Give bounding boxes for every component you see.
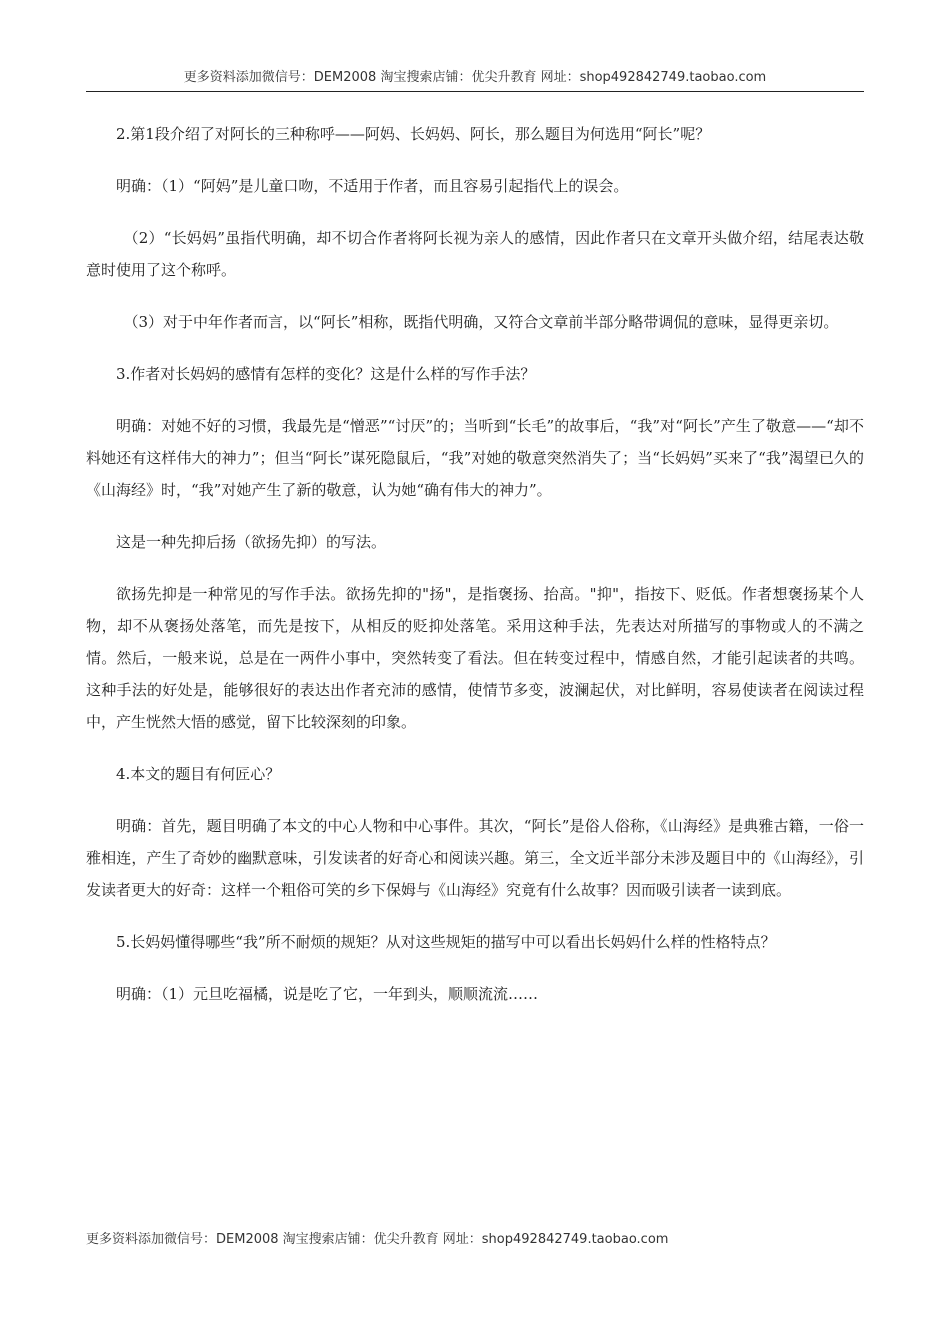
page-header: 更多资料添加微信号：DEM2008 淘宝搜索店铺：优尖升教育 网址：shop492842749.taobao.com	[86, 66, 864, 92]
question-4: 4.本文的题目有何匠心？	[116, 765, 281, 783]
document-body	[86, 118, 864, 1030]
answer-2-part-3: （3）对于中年作者而言，以“阿长”相称，既指代明确，又符合文章前半部分略带调侃的意味，显得更亲切。	[123, 313, 839, 331]
page-footer: 更多资料添加微信号：DEM2008 淘宝搜索店铺：优尖升教育 网址：shop492842749.taobao.com	[86, 1232, 669, 1247]
answer-2-part-1: 明确：（1）“阿妈”是儿童口吻，不适用于作者，而且容易引起指代上的误会。	[116, 177, 629, 195]
question-2: 2.第1段介绍了对阿长的三种称呼——阿妈、长妈妈、阿长，那么题目为何选用“阿长”呢？	[116, 125, 711, 143]
answer-4: 明确：首先，题目明确了本文的中心人物和中心事件。其次，“阿长”是俗人俗称，《山海经》是典雅古籍，一俗一雅相连，产生了奇妙的幽默意味，引发读者的好奇心和阅读兴趣。第三，全文近半部分未涉及题目中的《山海经》，引发读者更大的好奇：这样一个粗俗可笑的乡下保姆与《山海经》究竟有什么故事？因而吸引读者一读到底。	[86, 817, 864, 899]
answer-3-technique: 这是一种先抑后扬（欲扬先抑）的写法。	[116, 533, 387, 551]
question-5: 5.长妈妈懂得哪些“我”所不耐烦的规矩？从对这些规矩的描写中可以看出长妈妈什么样的性格特点？	[116, 933, 776, 951]
question-3: 3.作者对长妈妈的感情有怎样的变化？这是什么样的写作手法？	[116, 365, 536, 383]
technique-explanation: 欲扬先抑是一种常见的写作手法。欲扬先抑的"扬"，是指褒扬、抬高。"抑"，指按下、贬低。作者想褒扬某个人物，却不从褒扬处落笔，而先是按下，从相反的贬抑处落笔。采用这种手法，先表达对所描写的事物或人的不满之情。然后，一般来说，总是在一两件小事中，突然转变了看法。但在转变过程中，情感自然，才能引起读者的共鸣。这种手法的好处是，能够很好的表达出作者充沛的感情，使情节多变，波澜起伏，对比鲜明，容易使读者在阅读过程中，产生恍然大悟的感觉，留下比较深刻的印象。	[86, 585, 864, 731]
answer-3: 明确：对她不好的习惯，我最先是“憎恶”“讨厌”的；当听到“长毛”的故事后，“我”对“阿长”产生了敬意——“却不料她还有这样伟大的神力”；但当“阿长”谋死隐鼠后，“我”对她的敬意突然消失了；当“长妈妈”买来了“我”渴望已久的《山海经》时，“我”对她产生了新的敬意，认为她“确有伟大的神力”。	[86, 417, 864, 499]
answer-5-part-1: 明确：（1）元旦吃福橘，说是吃了它，一年到头，顺顺流流……	[116, 985, 539, 1003]
answer-2-part-2: （2）“长妈妈”虽指代明确，却不切合作者将阿长视为亲人的感情，因此作者只在文章开头做介绍，结尾表达敬意时使用了这个称呼。	[86, 229, 864, 279]
